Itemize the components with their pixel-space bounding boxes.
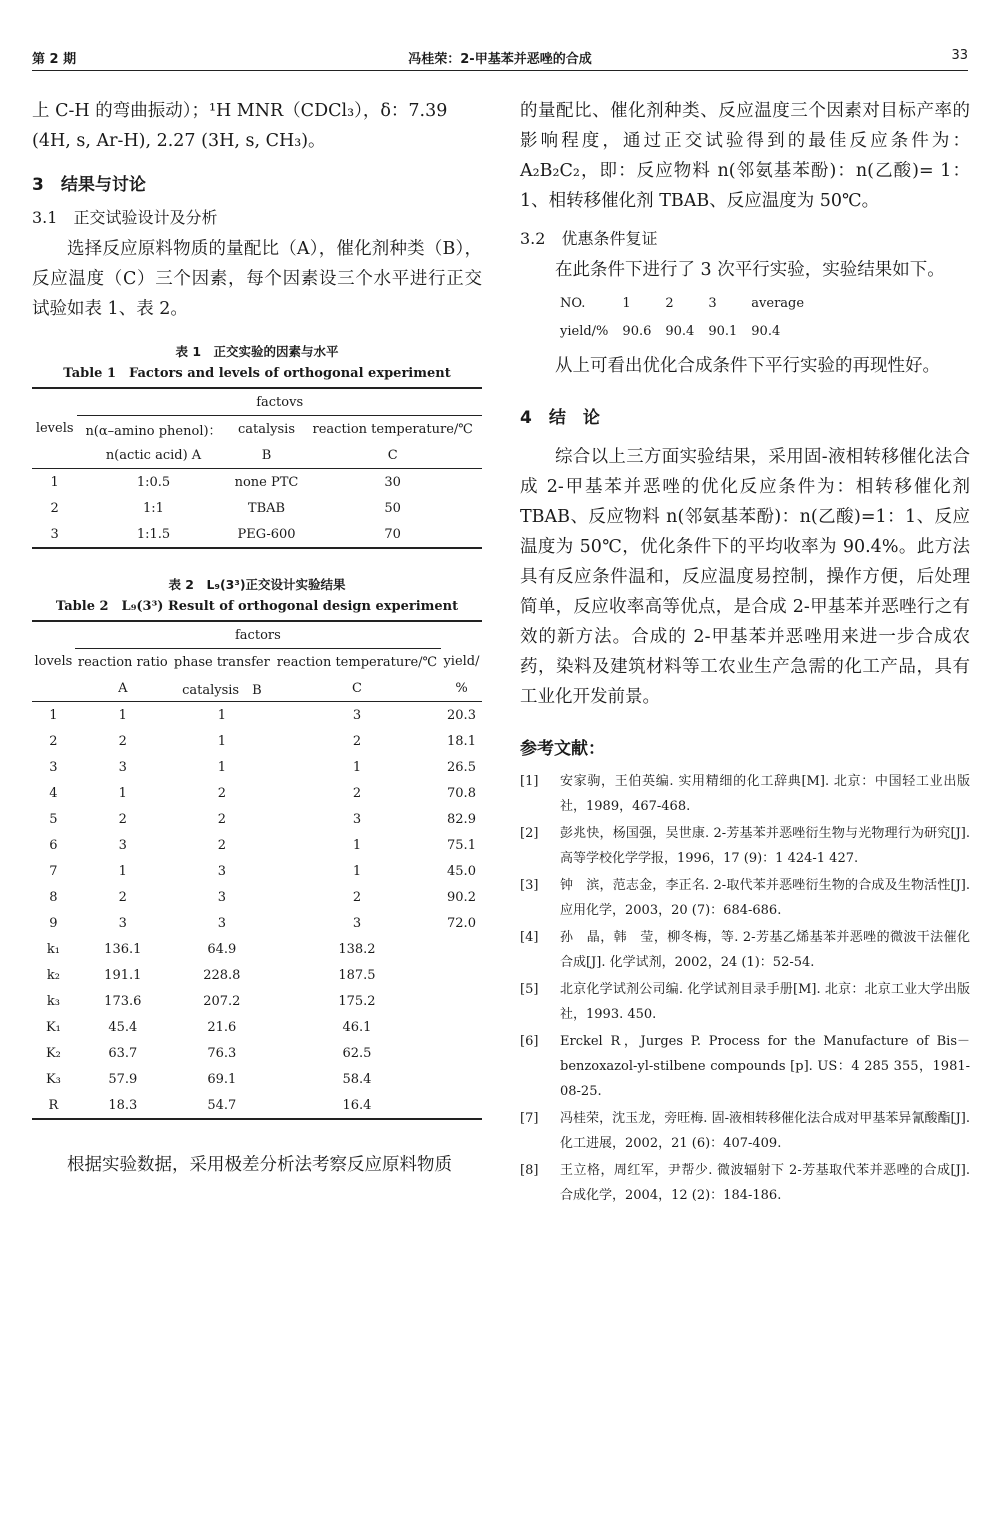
section-3-1-paragraph: 选择反应原料物质的量配比（A），催化剂种类（B），反应温度（C）三个因素，每个因素设三个水平进行正交试验如表 1、表 2。 [32, 239, 482, 319]
reference-item [520, 977, 970, 1027]
table-2-cell-a: 1 [118, 863, 127, 879]
table-row [32, 469, 482, 496]
table-2-cell-b: 228.8 [203, 967, 241, 983]
table-2-cell-a: 136.1 [104, 941, 142, 957]
reference-text: 北京化学试剂公司编. 化学试剂目录手册[M]. 北京：北京工业大学出版社，1993. 450. [560, 982, 970, 1022]
reference-item [520, 925, 970, 975]
table-row [32, 754, 482, 780]
mini-table-header: NO. [560, 295, 586, 311]
table-2-cell-c: 3 [352, 811, 362, 827]
table-2-cell-b: 21.6 [207, 1019, 237, 1035]
table-2-cell-l: 4 [49, 785, 58, 801]
table-2-cell-c: 62.5 [342, 1045, 372, 1061]
table-2-cell-l: k₁ [46, 941, 60, 957]
table-2-cell-l: k₃ [46, 993, 60, 1009]
reference-number: [1] [520, 774, 539, 789]
table-2-cell-l: 6 [49, 837, 58, 853]
section-3-2-paragraph: 在此条件下进行了 3 次平行实验，实验结果如下。 [555, 260, 945, 280]
table-2-cell-y [441, 988, 482, 1014]
section-3-2-heading: 3.2 优惠条件复证 [520, 229, 658, 248]
table-2-cell-l: k₂ [46, 967, 60, 983]
table-2-group-header: factors [75, 621, 441, 649]
table-2-cell-a: 2 [118, 733, 127, 749]
table-2-header-yield2: % [455, 680, 468, 696]
table-2-caption-en: Table 2 L₉(3³) Result of orthogonal design experiment [55, 599, 459, 614]
table-2-cell-y [441, 1066, 482, 1092]
table-2-cell-a: 1 [118, 785, 127, 801]
table-1-body [32, 469, 482, 549]
reference-text: 彭兆快，杨国强，吴世康. 2-芳基苯并恶唑衍生物与光物理行为研究[J]. 高等学校化学学报，1996，17 (9)：1 424-1 427. [560, 826, 970, 866]
table-2-cell-l: 3 [49, 759, 58, 775]
table-2-cell-b: 2 [217, 811, 226, 827]
table-2-cell-b: 3 [217, 889, 226, 905]
table-row [32, 1040, 482, 1066]
table-1-cell-c: 50 [384, 500, 401, 516]
section-3-1-heading: 3.1 正交试验设计及分析 [32, 208, 218, 227]
reference-number: [5] [520, 982, 539, 997]
table-2-header-b: phase transfer [173, 654, 270, 670]
table-2-cell-a: 1 [118, 707, 127, 723]
table-2-cell-a: 57.9 [108, 1071, 138, 1087]
table-row [32, 1066, 482, 1092]
table-1-header-c: reaction temperature/℃ [312, 421, 473, 437]
reproducibility-paragraph: 从上可看出优化合成条件下平行实验的再现性好。 [555, 356, 940, 376]
mini-table-header: 2 [665, 295, 674, 311]
table-row [32, 962, 482, 988]
table-1-cell-l: 1 [50, 474, 59, 490]
table-row [32, 495, 482, 521]
references-heading: 参考文献： [520, 739, 605, 759]
reference-text: 王立格，周红军，尹帮少. 微波辐射下 2-芳基取代苯并恶唑的合成[J]. 合成化学，2004，12 (2)：184-186. [560, 1163, 970, 1203]
running-header [32, 40, 968, 71]
reference-number: [7] [520, 1111, 539, 1126]
table-row [32, 806, 482, 832]
reference-text: 冯桂荣，沈玉龙，旁旺梅. 固-液相转移催化法合成对甲基苯异氰酸酯[J]. 化工进展，2002，21 (6)：407-409. [560, 1111, 970, 1151]
reference-number: [2] [520, 826, 539, 841]
table-row [32, 936, 482, 962]
table-2-cell-c: 175.2 [338, 993, 376, 1009]
table-2-header-a2: A [118, 680, 128, 696]
table-2-cell-c: 1 [352, 759, 362, 775]
table-2-cell-l: 9 [49, 915, 58, 931]
table-2-cell-c: 2 [352, 785, 362, 801]
table-1 [32, 387, 482, 549]
table-2-cell-c: 2 [352, 889, 362, 905]
table-2-cell-b: 76.3 [207, 1045, 237, 1061]
table-2-cell-a: 2 [118, 811, 127, 827]
reference-item [520, 821, 970, 871]
table-row [32, 832, 482, 858]
table-2-cell-c: 138.2 [338, 941, 376, 957]
table-2-cell-y [441, 1092, 482, 1119]
running-title: 冯桂荣：2-甲基苯并恶唑的合成 [408, 52, 592, 67]
page-number: 33 [951, 48, 968, 63]
table-2-cell-l: 8 [49, 889, 58, 905]
table-2-caption-cn: 表 2 L₉(3³)正交设计实验结果 [168, 577, 346, 592]
table-2-cell-b: 3 [217, 915, 226, 931]
table-row [32, 1014, 482, 1040]
table-2-cell-l: 2 [49, 733, 58, 749]
table-2-cell-l: R [48, 1097, 59, 1113]
reference-number: [4] [520, 930, 539, 945]
table-2-cell-y: 18.1 [447, 733, 476, 749]
table-2-cell-y [441, 1014, 482, 1040]
table-row [32, 910, 482, 936]
nmr-line-1: 上 C-H 的弯曲振动）；¹H MNR（CDCl₃），δ：7.39 [32, 101, 448, 121]
table-2-cell-a: 191.1 [104, 967, 142, 983]
table-2-cell-a: 2 [118, 889, 127, 905]
table-row [32, 521, 482, 548]
table-row [32, 702, 482, 729]
table-2-cell-b: 207.2 [203, 993, 241, 1009]
references-list [520, 769, 970, 1208]
table-2-cell-l: 5 [49, 811, 58, 827]
table-row [32, 1092, 482, 1119]
table-1-cell-a: 1:0.5 [136, 474, 171, 490]
reference-item [520, 1106, 970, 1156]
table-2-cell-l: K₂ [45, 1045, 61, 1061]
table-2-cell-y: 72.0 [447, 915, 476, 931]
reference-number: [6] [520, 1034, 539, 1049]
reference-item [520, 1158, 970, 1208]
left-column [32, 96, 482, 1180]
table-2-cell-a: 63.7 [108, 1045, 138, 1061]
table-2-cell-b: 1 [217, 759, 226, 775]
table-1-header-a: n(α–amino phenol)： [85, 423, 222, 439]
table-2-cell-y: 82.9 [447, 811, 476, 827]
table-2-cell-b: 1 [217, 707, 226, 723]
reference-number: [8] [520, 1163, 539, 1178]
table-2-cell-b: 54.7 [207, 1097, 237, 1113]
table-1-cell-l: 2 [50, 500, 59, 516]
nmr-line-2: (4H, s, Ar-H), 2.27 (3H, s, CH₃)。 [32, 131, 326, 151]
table-2-cell-y: 26.5 [447, 759, 476, 775]
reference-text: 孙 晶，韩 莹，柳冬梅，等. 2-芳基乙烯基苯并恶唑的微波干法催化合成[J]. 化学试剂，2002，24 (1)：52-54. [560, 930, 970, 970]
table-2-cell-y: 75.1 [447, 837, 476, 853]
table-1-cell-c: 70 [384, 526, 401, 542]
table-2-cell-c: 58.4 [342, 1071, 372, 1087]
table-row [32, 884, 482, 910]
mini-table-cell: 90.4 [751, 323, 781, 339]
table-2-cell-c: 187.5 [338, 967, 376, 983]
section-4-paragraph: 综合以上三方面实验结果，采用固-液相转移催化法合成 2-甲基苯并恶唑的优化反应条件为：相转移催化剂 TBAB、反应物料 n(邻氨基苯酚)：n(乙酸)=1：1、反应温度为 50℃，优化条件下的平均收率为 90.4%。此方法具有反应条件温和，反应温度易控制，操作方便，后处理简单，反应收率高等优点，是合成 2-甲基苯并恶唑行之有效的新方法。合成的 2-甲基苯并恶唑用来进一步合成农药，染料及建筑材料等工农业生产急需的化工产品，具有工业化开发前景。 [520, 447, 970, 707]
table-2-cell-c: 1 [352, 837, 362, 853]
table-2-cell-y: 45.0 [447, 863, 476, 879]
table-2-cell-c: 3 [352, 915, 362, 931]
table-2-cell-b: 3 [217, 863, 226, 879]
table-1-cell-l: 3 [50, 526, 59, 542]
right-column [520, 96, 970, 1210]
table-1-header-a2: n(actic acid) A [105, 447, 202, 463]
table-2-cell-b: 2 [217, 785, 226, 801]
table-1-cell-b: none PTC [234, 474, 299, 490]
table-2-cell-a: 3 [118, 837, 127, 853]
table-2-cell-c: 16.4 [342, 1097, 372, 1113]
table-2-cell-a: 3 [118, 759, 127, 775]
table-2-cell-a: 3 [118, 915, 127, 931]
mini-table-cell: 90.1 [708, 323, 738, 339]
table-1-header-levels: levels [35, 421, 74, 437]
mini-table-cell: yield/% [560, 323, 609, 339]
table-2-cell-b: 69.1 [207, 1071, 237, 1087]
table-1-group-header: factovs [77, 388, 482, 416]
reference-item [520, 1029, 970, 1104]
reference-text: 安家驹，王伯英编. 实用精细的化工辞典[M]. 北京：中国轻工业出版社，1989，467-468. [560, 774, 970, 814]
table-2-header-yield: yield/ [443, 654, 480, 670]
mini-table-header: 1 [622, 295, 631, 311]
table-2-header-levels: lovels [34, 654, 73, 670]
table-1-cell-b: TBAB [247, 500, 286, 516]
mini-table-header: 3 [708, 295, 717, 311]
mini-table-cell: 90.4 [665, 323, 695, 339]
table-2-cell-y: 90.2 [447, 889, 476, 905]
reference-text: 钟 滨，范志金，李正名. 2-取代苯并恶唑衍生物的合成及生物活性[J]. 应用化学，2003，20 (7)：684-686. [560, 878, 970, 918]
table-2-body [32, 702, 482, 1120]
table-2-cell-a: 18.3 [108, 1097, 138, 1113]
table-1-cell-c: 30 [384, 474, 401, 490]
reference-number: [3] [520, 878, 539, 893]
table-1-caption-cn: 表 1 正交实验的因素与水平 [175, 344, 339, 359]
table-1-cell-a: 1:1 [143, 500, 164, 516]
table-2-cell-y [441, 936, 482, 962]
table-2-cell-c: 2 [352, 733, 362, 749]
section-3-heading: 3 结果与讨论 [32, 175, 146, 195]
table-row [32, 858, 482, 884]
mini-table-cell: 90.6 [622, 323, 652, 339]
closing-paragraph: 根据实验数据，采用极差分析法考察反应原料物质 [67, 1155, 452, 1175]
table-2-cell-y [441, 962, 482, 988]
table-2-cell-l: K₃ [45, 1071, 61, 1087]
table-2-cell-b: 1 [217, 733, 226, 749]
reference-text: Erckel R，Jurges P. Process for the Manufacture of Bis－benzoxazol-yl-stilbene compounds [p]. US：4 285 355，1981-08-25. [560, 1034, 970, 1099]
reference-item [520, 873, 970, 923]
table-2-cell-a: 173.6 [104, 993, 142, 1009]
table-2-cell-c: 3 [352, 707, 362, 723]
table-1-cell-b: PEG-600 [237, 526, 296, 542]
table-1-cell-a: 1:1.5 [136, 526, 171, 542]
table-2-cell-b: 2 [217, 837, 226, 853]
table-2-cell-l: 7 [49, 863, 58, 879]
table-2-cell-c: 1 [352, 863, 362, 879]
table-1-header-b2: B [261, 447, 272, 463]
table-2-header-c2: C [351, 680, 362, 696]
section-4-heading: 4 结 论 [520, 408, 600, 428]
table-2 [32, 620, 482, 1120]
table-2-cell-y: 20.3 [447, 707, 476, 723]
table-2-cell-y: 70.8 [447, 785, 476, 801]
table-1-caption-en: Table 1 Factors and levels of orthogonal experiment [63, 366, 451, 381]
table-row [32, 728, 482, 754]
table-2-cell-y [441, 1040, 482, 1066]
table-2-header-b2: catalysis B [182, 682, 262, 698]
table-2-cell-a: 45.4 [108, 1019, 138, 1035]
table-2-cell-l: K₁ [45, 1019, 61, 1035]
table-1-header-b: catalysis [237, 421, 295, 437]
table-row [32, 780, 482, 806]
table-2-header-c: reaction temperature/℃ [276, 654, 438, 670]
table-1-header-c2: C [387, 447, 398, 463]
reference-item [520, 769, 970, 819]
table-2-cell-b: 64.9 [207, 941, 237, 957]
table-row [32, 988, 482, 1014]
parallel-results-table [560, 289, 818, 345]
issue-number: 第 2 期 [32, 52, 77, 67]
table-2-header-a: reaction ratio [77, 654, 168, 670]
continuation-paragraph: 的量配比、催化剂种类、反应温度三个因素对目标产率的影响程度，通过正交试验得到的最佳反应条件为：A₂B₂C₂，即：反应物料 n(邻氨基苯酚)：n(乙酸)= 1：1、相转移催化剂 TBAB、反应温度为 50℃。 [520, 101, 970, 211]
table-2-cell-l: 1 [49, 707, 58, 723]
table-2-cell-c: 46.1 [342, 1019, 372, 1035]
mini-table-header: average [751, 295, 805, 311]
